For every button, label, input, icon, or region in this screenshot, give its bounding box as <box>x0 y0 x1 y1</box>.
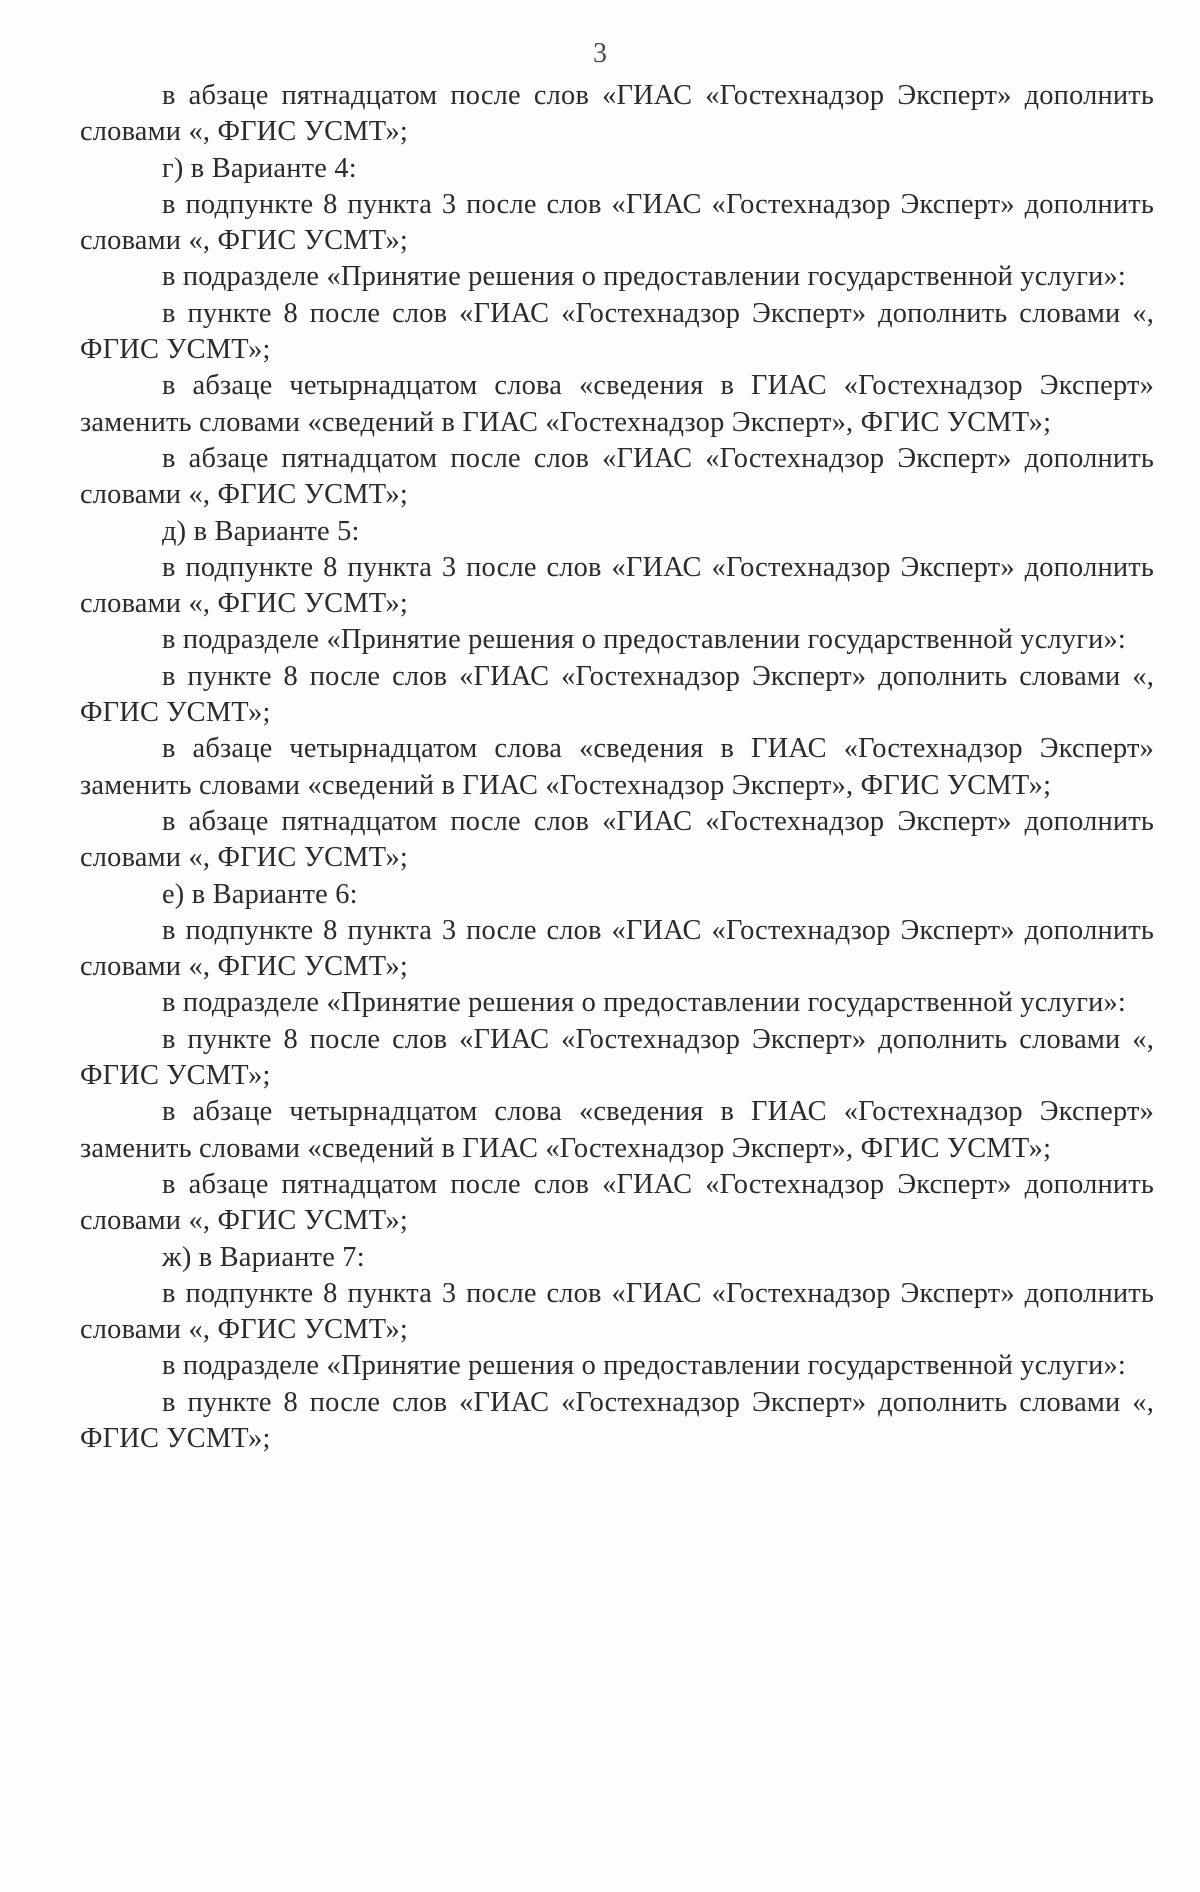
paragraph: в пункте 8 после слов «ГИАС «Гостехнадзор Эксперт» дополнить словами «, ФГИС УСМТ»; <box>80 1386 1154 1454</box>
variant-heading: г) в Варианте 4: <box>162 152 357 184</box>
paragraph: в пункте 8 после слов «ГИАС «Гостехнадзор Эксперт» дополнить словами «, ФГИС УСМТ»; <box>80 297 1154 366</box>
paragraph: в подразделе «Принятие решения о предоставлении государственной услуги»: <box>162 261 1126 293</box>
variant-heading: ж) в Варианте 7: <box>162 1241 365 1273</box>
paragraph: в подразделе «Принятие решения о предоставлении государственной услуги»: <box>162 1350 1126 1382</box>
paragraph: в пункте 8 после слов «ГИАС «Гостехнадзор Эксперт» дополнить словами «, ФГИС УСМТ»; <box>80 1023 1154 1092</box>
paragraph: в абзаце пятнадцатом после слов «ГИАС «Гостехнадзор Эксперт» дополнить словами «, ФГИС УСМТ»; <box>80 805 1154 874</box>
paragraph: в пункте 8 после слов «ГИАС «Гостехнадзор Эксперт» дополнить словами «, ФГИС УСМТ»; <box>80 660 1154 729</box>
paragraph: в абзаце пятнадцатом после слов «ГИАС «Гостехнадзор Эксперт» дополнить словами «, ФГИС УСМТ»; <box>80 442 1154 511</box>
paragraph: в подпункте 8 пункта 3 после слов «ГИАС «Гостехнадзор Эксперт» дополнить словами «, ФГИС УСМТ»; <box>80 551 1154 620</box>
paragraph: в подразделе «Принятие решения о предоставлении государственной услуги»: <box>162 624 1126 656</box>
paragraph: в абзаце пятнадцатом после слов «ГИАС «Гостехнадзор Эксперт» дополнить словами «, ФГИС УСМТ»; <box>80 1168 1154 1237</box>
paragraph: в подпункте 8 пункта 3 после слов «ГИАС «Гостехнадзор Эксперт» дополнить словами «, ФГИС УСМТ»; <box>80 188 1154 257</box>
paragraph: в подразделе «Принятие решения о предоставлении государственной услуги»: <box>162 987 1126 1019</box>
variant-heading: д) в Варианте 5: <box>162 515 360 547</box>
paragraph: в абзаце четырнадцатом слова «сведения в ГИАС «Гостехнадзор Эксперт» заменить словами «сведений в ГИАС «Гостехнадзор Эксперт», ФГИС УСМТ»; <box>80 1096 1154 1164</box>
paragraph: в подпункте 8 пункта 3 после слов «ГИАС «Гостехнадзор Эксперт» дополнить словами «, ФГИС УСМТ»; <box>80 1277 1154 1346</box>
paragraph: в абзаце пятнадцатом после слов «ГИАС «Гостехнадзор Эксперт» дополнить словами «, ФГИС УСМТ»; <box>80 80 1154 148</box>
paragraph: в подпункте 8 пункта 3 после слов «ГИАС «Гостехнадзор Эксперт» дополнить словами «, ФГИС УСМТ»; <box>80 914 1154 983</box>
page-number: 3 <box>593 38 607 69</box>
document-body <box>80 78 1154 1457</box>
variant-heading: е) в Варианте 6: <box>162 878 358 910</box>
paragraph: в абзаце четырнадцатом слова «сведения в ГИАС «Гостехнадзор Эксперт» заменить словами «сведений в ГИАС «Гостехнадзор Эксперт», ФГИС УСМТ»; <box>80 370 1154 438</box>
paragraph: в абзаце четырнадцатом слова «сведения в ГИАС «Гостехнадзор Эксперт» заменить словами «сведений в ГИАС «Гостехнадзор Эксперт», ФГИС УСМТ»; <box>80 733 1154 801</box>
